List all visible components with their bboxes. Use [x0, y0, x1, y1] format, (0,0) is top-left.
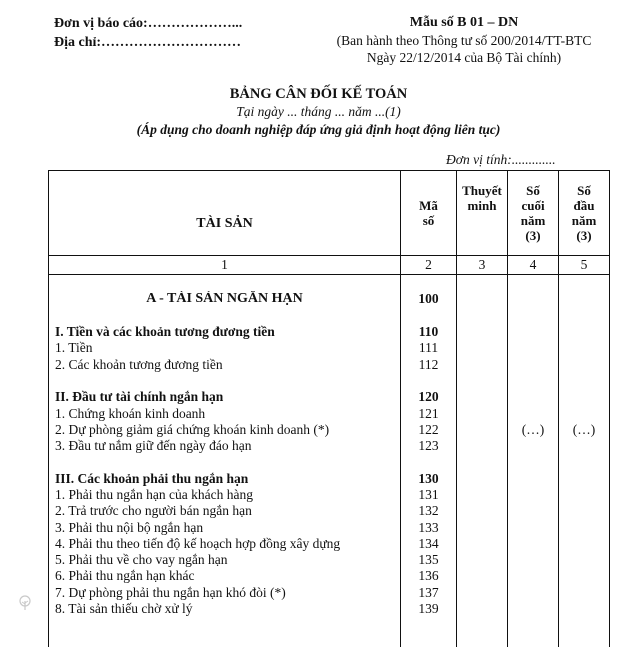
- table-row: [49, 519, 610, 535]
- table-row: [49, 503, 610, 519]
- table-row: [49, 389, 610, 405]
- column-number: 1: [49, 256, 401, 275]
- end-of-year-value: (…): [508, 422, 559, 438]
- column-number: 3: [457, 256, 508, 275]
- start-of-year-value: (…): [559, 422, 610, 438]
- header-assets: TÀI SẢN: [49, 171, 401, 256]
- row-label: 2. Các khoản tương đương tiền: [49, 356, 401, 372]
- row-code: 137: [401, 585, 457, 601]
- column-number: 4: [508, 256, 559, 275]
- table-row: [49, 438, 610, 454]
- row-code: 123: [401, 438, 457, 454]
- row-code: 100: [401, 291, 457, 307]
- row-code: 133: [401, 519, 457, 535]
- spacer-row: [49, 275, 610, 292]
- spacer-row: [49, 308, 610, 324]
- row-label: 7. Dự phòng phải thu ngắn hạn khó đòi (*): [49, 585, 401, 601]
- header-end-of-year: Số cuối năm (3): [508, 171, 559, 256]
- column-number: 2: [401, 256, 457, 275]
- table-row: [49, 585, 610, 601]
- row-label: 2. Dự phòng giảm giá chứng khoán kinh doanh (*): [49, 422, 401, 438]
- row-label: 5. Phải thu về cho vay ngắn hạn: [49, 552, 401, 568]
- table-row: [49, 356, 610, 372]
- reporter-label: Đơn vị báo cáo:………………...: [54, 16, 243, 31]
- row-label: III. Các khoản phải thu ngắn hạn: [49, 471, 401, 487]
- table-row-trailing: [49, 617, 610, 647]
- column-number: 5: [559, 256, 610, 275]
- row-label: II. Đầu tư tài chính ngắn hạn: [49, 389, 401, 405]
- row-label: A - TÀI SẢN NGẮN HẠN: [49, 291, 401, 307]
- row-label: 6. Phải thu ngắn hạn khác: [49, 568, 401, 584]
- unit-label: Đơn vị tính:.............: [446, 152, 556, 167]
- row-label: 2. Trả trước cho người bán ngắn hạn: [49, 503, 401, 519]
- row-label: 1. Chứng khoán kinh doanh: [49, 405, 401, 421]
- column-number-row: [49, 256, 610, 275]
- address-label: Địa chỉ:…………………………: [54, 35, 242, 50]
- header-start-of-year: Số đầu năm (3): [559, 171, 610, 256]
- table-row: [49, 552, 610, 568]
- header-note: Thuyết minh: [457, 171, 508, 256]
- reporter-block: [54, 14, 242, 52]
- row-code: 131: [401, 487, 457, 503]
- table-row: [49, 340, 610, 356]
- document-date-line: Tại ngày ... tháng ... năm ...(1): [236, 104, 401, 119]
- spacer-row: [49, 454, 610, 470]
- watermark-tree-icon: [16, 594, 34, 612]
- row-label: 3. Phải thu nội bộ ngắn hạn: [49, 519, 401, 535]
- row-label: I. Tiền và các khoản tương đương tiền: [49, 324, 401, 340]
- document-title: BẢNG CÂN ĐỐI KẾ TOÁN: [229, 86, 408, 102]
- row-code: 120: [401, 389, 457, 405]
- row-code: 136: [401, 568, 457, 584]
- form-info: [318, 14, 610, 67]
- row-code: 139: [401, 601, 457, 617]
- header-code: Mã số: [401, 171, 457, 256]
- table-row: [49, 422, 610, 438]
- issued-line-2: Ngày 22/12/2014 của Bộ Tài chính): [366, 50, 562, 65]
- table-row: [49, 405, 610, 421]
- row-code: 110: [401, 324, 457, 340]
- table-header-row: [49, 171, 610, 256]
- spacer-row: [49, 373, 610, 389]
- table-row: [49, 324, 610, 340]
- table-row: [49, 568, 610, 584]
- row-code: 135: [401, 552, 457, 568]
- row-label: 4. Phải thu theo tiến độ kế hoạch hợp đồng xây dựng: [49, 536, 401, 552]
- table-row: [49, 487, 610, 503]
- balance-sheet-table: [48, 170, 610, 647]
- row-code: 132: [401, 503, 457, 519]
- row-code: 130: [401, 471, 457, 487]
- table-row: [49, 291, 610, 307]
- row-label: 3. Đầu tư nắm giữ đến ngày đáo hạn: [49, 438, 401, 454]
- row-code: 122: [401, 422, 457, 438]
- issued-line-1: (Ban hành theo Thông tư số 200/2014/TT-BTC: [336, 32, 592, 48]
- row-code: 134: [401, 536, 457, 552]
- table-row: [49, 471, 610, 487]
- applicability-note: (Áp dụng cho doanh nghiệp đáp ứng giả định hoạt động liên tục): [136, 122, 501, 137]
- row-code: 121: [401, 405, 457, 421]
- row-label: 1. Phải thu ngắn hạn của khách hàng: [49, 487, 401, 503]
- row-label: 1. Tiền: [49, 340, 401, 356]
- row-code: 111: [401, 340, 457, 356]
- row-code: 112: [401, 356, 457, 372]
- table-row: [49, 536, 610, 552]
- row-label: 8. Tài sản thiếu chờ xử lý: [49, 601, 401, 617]
- table-row: [49, 601, 610, 617]
- form-code: Mẫu số B 01 – DN: [409, 15, 519, 30]
